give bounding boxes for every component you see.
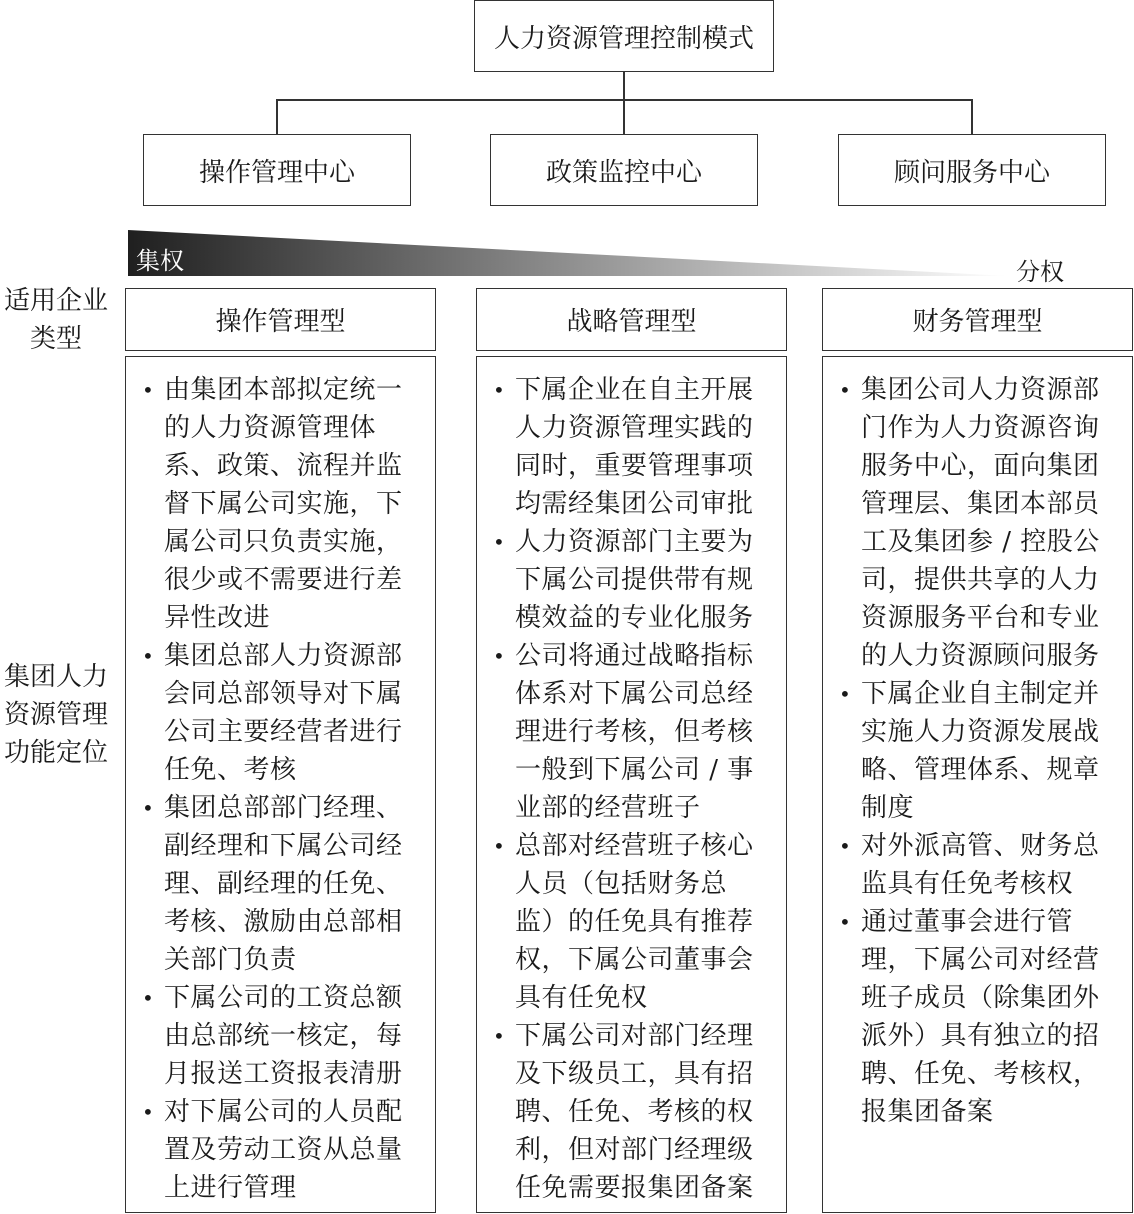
column-strategy bbox=[476, 356, 787, 1213]
function-position-line: 功能定位 bbox=[3, 738, 108, 768]
connector-middle bbox=[623, 99, 625, 134]
applicable-type-label bbox=[0, 282, 112, 358]
bullet-item: • 对下属公司的人员配置及劳动工资从总量上进行管理 bbox=[136, 1093, 413, 1207]
column-finance bbox=[822, 356, 1133, 1213]
bullet-list bbox=[487, 371, 764, 1207]
bullet-item: • 集团总部部门经理、副经理和下属公司经理、副经理的任免、考核、激励由总部相关部门负责 bbox=[136, 789, 413, 979]
connector-left bbox=[276, 99, 278, 134]
center-label: 政策监控中心 bbox=[545, 157, 702, 188]
column-operation bbox=[125, 356, 436, 1213]
type-label: 操作管理型 bbox=[215, 307, 346, 337]
bullet-item: • 由集团本部拟定统一的人力资源管理体系、政策、流程并监督下属公司实施，下属公司只负责实施，很少或不需要进行差异性改进 bbox=[136, 371, 413, 637]
type-box-strategy bbox=[476, 288, 787, 351]
connector-right bbox=[971, 99, 973, 134]
root-box bbox=[474, 0, 774, 72]
decentralized-label: 分权 bbox=[1016, 258, 1064, 286]
bullet-list bbox=[136, 371, 413, 1207]
center-label: 顾问服务中心 bbox=[893, 157, 1050, 188]
bullet-item: • 下属企业自主制定并实施人力资源发展战略、管理体系、规章制度 bbox=[833, 675, 1110, 827]
type-label: 战略管理型 bbox=[566, 307, 697, 337]
type-label: 财务管理型 bbox=[912, 307, 1043, 337]
centralization-gradient-bar bbox=[128, 230, 1008, 278]
function-position-line: 集团人力 bbox=[3, 662, 108, 692]
bullet-item: • 对外派高管、财务总监具有任免考核权 bbox=[833, 827, 1110, 903]
bullet-item: • 通过董事会进行管理，下属公司对经营班子成员（除集团外派外）具有独立的招聘、任免、考核权，报集团备案 bbox=[833, 903, 1110, 1131]
root-connector bbox=[623, 72, 625, 100]
bullet-item: • 下属公司的工资总额由总部统一核定，每月报送工资报表清册 bbox=[136, 979, 413, 1093]
bullet-item: • 下属公司对部门经理及下级员工，具有招聘、任免、考核的权利，但对部门经理级任免需要报集团备案 bbox=[487, 1017, 764, 1207]
bullet-item: • 下属企业在自主开展人力资源管理实践的同时，重要管理事项均需经集团公司审批 bbox=[487, 371, 764, 523]
function-position-label bbox=[0, 658, 112, 772]
bullet-list bbox=[833, 371, 1110, 1131]
bullet-item: • 人力资源部门主要为下属公司提供带有规模效益的专业化服务 bbox=[487, 523, 764, 637]
bullet-item: • 集团公司人力资源部门作为人力资源咨询服务中心，面向集团管理层、集团本部员工及集团参 / 控股公司，提供共享的人力资源服务平台和专业的人力资源顾问服务 bbox=[833, 371, 1110, 675]
center-box-policy bbox=[490, 134, 758, 206]
type-box-finance bbox=[822, 288, 1133, 351]
bullet-item: • 公司将通过战略指标体系对下属公司总经理进行考核，但考核一般到下属公司 / 事业部的经营班子 bbox=[487, 637, 764, 827]
center-box-operation bbox=[143, 134, 411, 206]
root-label: 人力资源管理控制模式 bbox=[493, 23, 754, 54]
type-box-operation bbox=[125, 288, 436, 351]
applicable-type-line: 适用企业 bbox=[3, 286, 108, 316]
centralized-label: 集权 bbox=[136, 247, 184, 275]
bullet-item: • 总部对经营班子核心人员（包括财务总监）的任免具有推荐权，下属公司董事会具有任免权 bbox=[487, 827, 764, 1017]
center-label: 操作管理中心 bbox=[198, 157, 355, 188]
function-position-line: 资源管理 bbox=[3, 700, 108, 730]
bullet-item: • 集团总部人力资源部会同总部领导对下属公司主要经营者进行任免、考核 bbox=[136, 637, 413, 789]
center-box-advisory bbox=[838, 134, 1106, 206]
applicable-type-line: 类型 bbox=[29, 324, 82, 354]
